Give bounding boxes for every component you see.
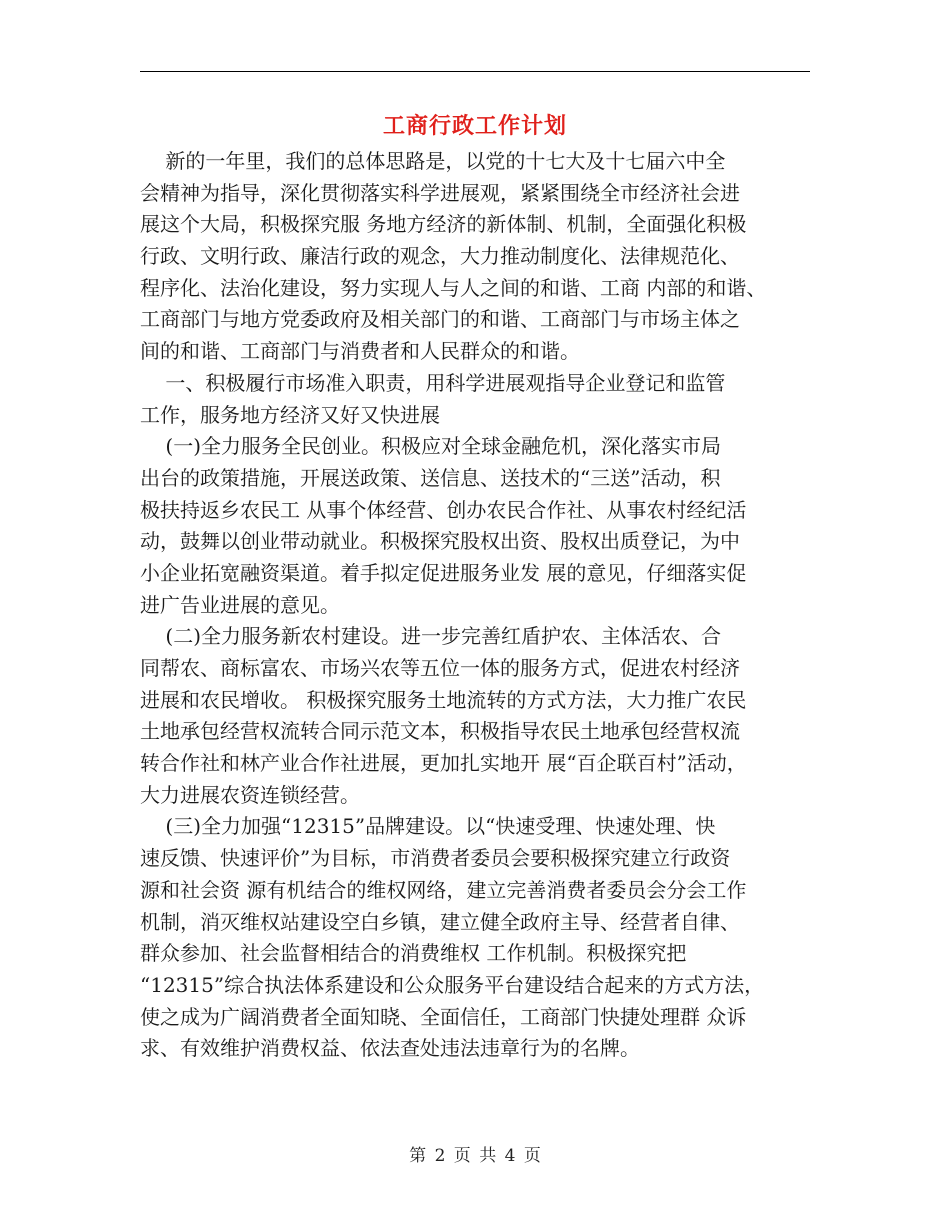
text-line: (二)全力服务新农村建设。进一步完善红盾护农、主体活农、合 (140, 624, 722, 649)
header-rule (140, 71, 810, 72)
text-line: 间的和谐、工商部门与消费者和人民群众的和谐。 (140, 339, 580, 364)
text-line: 速反馈、快速评价”为目标，市消费者委员会要积极探究建立行政资 (140, 846, 731, 871)
text-line: 使之成为广阔消费者全面知晓、全面信任，工商部门快捷处理群 众诉 (140, 1004, 747, 1029)
text-line: 出台的政策措施，开展送政策、送信息、送技术的“三送”活动，积 (140, 465, 721, 490)
text-line: 土地承包经营权流转合同示范文本，积极指导农民土地承包经营权流 (140, 719, 740, 744)
text-line: 同帮农、商标富农、市场兴农等五位一体的服务方式，促进农村经济 (140, 656, 740, 680)
text-line: 会精神为指导，深化贯彻落实科学进展观，紧紧围绕全市经济社会进 (140, 180, 740, 205)
text-line: 源和社会资 源有机结合的维权网络，建立完善消费者委员会分会工作 (140, 877, 747, 902)
text-line: 程序化、法治化建设，努力实现人与人之间的和谐、工商 内部的和谐、 (140, 275, 767, 300)
text-line: “12315”综合执法体系建设和公众服务平台建设结合起来的方式方法， (140, 972, 765, 997)
document-body (140, 146, 820, 1065)
text-line: 大力进展农资连锁经营。 (140, 782, 360, 807)
text-line: 展这个大局，积极探究服 务地方经济的新体制、机制，全面强化积极 (140, 212, 747, 237)
text-line: 求、有效维护消费权益、依法查处违法违章行为的名牌。 (140, 1036, 640, 1061)
text-line: 新的一年里，我们的总体思路是，以党的十七大及十七届六中全 (140, 149, 726, 173)
text-line: 进展和农民增收。 积极探究服务土地流转的方式方法，大力推广农民 (140, 687, 747, 712)
text-line: 群众参加、社会监督相结合的消费维权 工作机制。积极探究把 (140, 941, 687, 966)
text-line: (一)全力服务全民创业。积极应对全球金融危机，深化落实市局 (140, 434, 722, 459)
document-title: 工商行政工作计划 (382, 113, 567, 139)
text-line: 极扶持返乡农民工 从事个体经营、创办农民合作社、从事农村经纪活 (140, 497, 747, 522)
text-line: 机制，消灭维权站建设空白乡镇，建立健全政府主导、经营者自律、 (140, 909, 740, 934)
page-number: 第 2 页 共 4 页 (409, 1146, 541, 1166)
text-line: 行政、文明行政、廉洁行政的观念，大力推动制度化、法律规范化、 (140, 244, 740, 269)
text-line: 工商部门与地方党委政府及相关部门的和谐、工商部门与市场主体之 (140, 307, 740, 332)
text-line: 一、积极履行市场准入职责，用科学进展观指导企业登记和监管 (140, 370, 726, 395)
text-line: 动，鼓舞以创业带动就业。积极探究股权出资、股权出质登记，为中 (140, 529, 740, 554)
text-line: (三)全力加强“12315”品牌建设。以“快速受理、快速处理、快 (140, 814, 716, 839)
text-line: 转合作社和林产业合作社进展，更加扎实地开 展“百企联百村”活动， (140, 751, 747, 776)
text-line: 工作，服务地方经济又好又快进展 (140, 402, 440, 427)
text-line: 小企业拓宽融资渠道。着手拟定促进服务业发 展的意见，仔细落实促 (140, 560, 747, 585)
text-line: 进广告业进展的意见。 (140, 592, 340, 617)
